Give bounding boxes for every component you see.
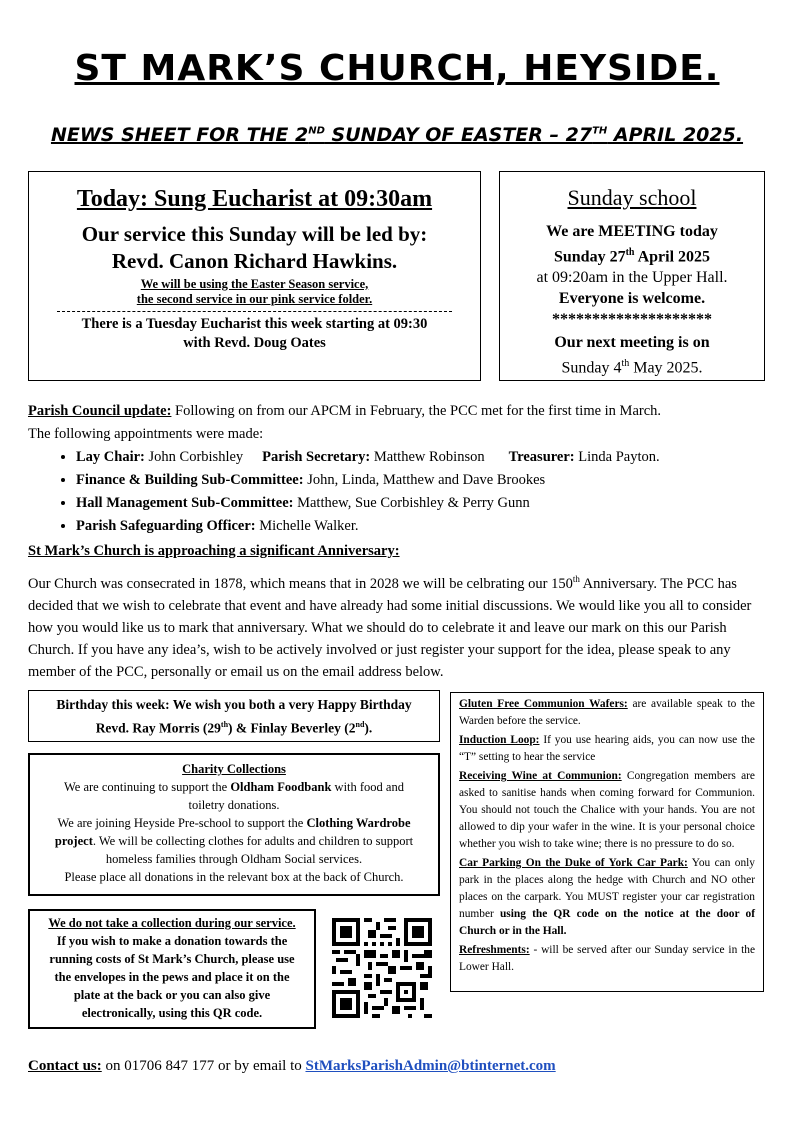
notice-label: Receiving Wine at Communion: bbox=[459, 770, 622, 782]
ss-sup: th bbox=[625, 247, 635, 258]
notice-parking bbox=[459, 855, 755, 940]
charity-text: . We will be collecting clothes for adults and children to support homeless families through Oldham Social services. bbox=[92, 834, 414, 866]
ss-line: Everyone is welcome. bbox=[558, 290, 706, 308]
appointments-list bbox=[28, 446, 768, 538]
notice-bold: using the QR code on the notice at the door of Church or in the Hall. bbox=[459, 908, 755, 937]
ss-line: at 09:20am in the Upper Hall. bbox=[536, 269, 728, 287]
email-link[interactable]: StMarksParishAdmin@btinternet.com bbox=[305, 1058, 556, 1074]
tuesday-line: with Revd. Doug Oates bbox=[183, 335, 326, 351]
note-line: the second service in our pink service folder. bbox=[136, 292, 373, 306]
led-by bbox=[29, 221, 480, 275]
appt-value: Linda Payton. bbox=[574, 449, 660, 465]
appt-value: John Corbishley bbox=[144, 449, 244, 465]
list-item bbox=[76, 515, 768, 538]
sunday-school-heading: Sunday school bbox=[567, 185, 697, 210]
notice-text: - will be served after our Sunday service in the Lower Hall. bbox=[459, 944, 755, 973]
service-note bbox=[29, 277, 480, 307]
subtitle-sup: ND bbox=[308, 125, 325, 137]
anniv-text: Anniversary. The PCC has decided that we wish to celebrate that event and have already had some initial discussions. We would like you all to consider how you would like us to mark that anniversary. What we should do to celebrate it and leave our mark on this our Parish Church. If you have any idea’s, wish to be actively involved or just register your support for the idea, please speak to any member of the PCC, personally or email us on the email address below. bbox=[28, 575, 752, 680]
page-title: ST MARK’S CHURCH, HEYSIDE. bbox=[74, 48, 720, 89]
bday-sup: nd bbox=[355, 720, 365, 729]
charity-bold: Oldham Foodbank bbox=[230, 780, 332, 794]
led-line: Our service this Sunday will be led by: bbox=[81, 222, 428, 246]
contact-text: on 01706 847 177 or by email to bbox=[101, 1058, 306, 1074]
ss-stars: ******************** bbox=[552, 311, 712, 329]
notice-gluten bbox=[459, 696, 755, 730]
charity-text: We are continuing to support the bbox=[64, 780, 231, 794]
ss-line: Our next meeting is on bbox=[554, 334, 710, 352]
ss-line: We are MEETING today bbox=[546, 223, 718, 240]
notice-text: Congregation members are asked to sanitise hands when coming forward for Communion. You should not touch the Chalice with your hands. You are not allowed to dip your wafer in the wine. It is your personal choice whether you wish to take wine; there is no pressure to do so. bbox=[459, 770, 755, 850]
bday-sup: th bbox=[220, 720, 229, 729]
notice-label: Gluten Free Communion Wafers: bbox=[459, 698, 628, 710]
donation-qr-code[interactable] bbox=[332, 918, 432, 1018]
birthday-line: Birthday this week: We wish you both a very Happy Birthday bbox=[56, 697, 412, 712]
today-heading: Today: Sung Eucharist at 09:30am bbox=[76, 186, 433, 212]
subtitle-part: SUNDAY OF EASTER – 27 bbox=[324, 124, 593, 146]
notice-label: Car Parking On the Duke of York Car Park: bbox=[459, 857, 688, 869]
subtitle-part: NEWS SHEET FOR THE 2 bbox=[50, 124, 309, 146]
today-service-box bbox=[28, 171, 481, 381]
contact-label: Contact us: bbox=[28, 1058, 102, 1074]
bday-part: ). bbox=[364, 720, 373, 736]
charity-p2 bbox=[30, 814, 438, 868]
parish-heading: Parish Council update: bbox=[28, 403, 172, 419]
ss-line bbox=[500, 353, 764, 378]
bday-part: Revd. Ray Morris (29 bbox=[95, 720, 221, 736]
collection-heading: We do not take a collection during our service. bbox=[48, 916, 296, 930]
birthday-box bbox=[28, 690, 440, 742]
contact-line bbox=[28, 1058, 556, 1075]
notice-label: Refreshments: bbox=[459, 944, 530, 956]
ss-part: Sunday 27 bbox=[553, 248, 626, 266]
ss-sup: th bbox=[621, 358, 630, 370]
ss-part: Sunday 4 bbox=[561, 359, 622, 377]
appt-label: Finance & Building Sub-Committee: bbox=[76, 472, 304, 488]
dashed-divider bbox=[57, 311, 452, 312]
notice-loop bbox=[459, 732, 755, 766]
bday-part: ) & Finlay Beverley (2 bbox=[228, 720, 356, 736]
tuesday-line: There is a Tuesday Eucharist this week starting at 09:30 bbox=[81, 316, 428, 332]
notice-refreshments bbox=[459, 942, 755, 976]
appt-label: Parish Secretary: bbox=[262, 449, 371, 465]
birthday-line bbox=[29, 715, 439, 739]
appt-value: John, Linda, Matthew and Dave Brookes bbox=[303, 472, 546, 488]
charity-text: with food and toiletry donations. bbox=[188, 780, 404, 812]
subtitle-sup: TH bbox=[592, 125, 608, 137]
ss-line bbox=[500, 242, 764, 267]
anniversary-heading: St Mark’s Church is approaching a significant Anniversary: bbox=[28, 543, 400, 559]
charity-bold: Clothing Wardrobe project bbox=[54, 816, 411, 848]
ss-part: April 2025 bbox=[634, 248, 711, 266]
notices-box bbox=[450, 692, 764, 992]
parish-council-section bbox=[28, 400, 768, 538]
charity-box bbox=[28, 753, 440, 896]
anniv-text: Our Church was consecrated in 1878, which means that in 2028 we will be celbrating our 150 bbox=[28, 575, 573, 592]
appt-label: Treasurer: bbox=[508, 449, 575, 465]
sunday-school-box bbox=[499, 171, 765, 381]
collection-body: If you wish to make a donation towards the running costs of St Mark’s Church, please use the envelopes in the pews and place it on the plate at the back or you can also give electronically, using this QR code. bbox=[49, 934, 295, 1020]
list-item bbox=[76, 446, 768, 469]
collection-box bbox=[28, 909, 316, 1029]
ss-part: May 2025. bbox=[629, 359, 703, 377]
anniversary-body bbox=[28, 568, 768, 683]
tuesday-eucharist bbox=[29, 315, 480, 353]
charity-p1 bbox=[30, 778, 438, 814]
charity-p3: Please place all donations in the relevant box at the back of Church. bbox=[64, 870, 404, 884]
parish-intro-text: The following appointments were made: bbox=[28, 426, 264, 442]
led-line: Revd. Canon Richard Hawkins. bbox=[111, 249, 398, 273]
notice-label: Induction Loop: bbox=[459, 734, 540, 746]
notice-text: are available speak to the Warden before the service. bbox=[459, 698, 755, 727]
notice-text: You can only park in the places along the hedge with Church and NO other places on the carpark. You MUST register your car registration number bbox=[459, 857, 755, 920]
appt-value: Matthew, Sue Corbishley & Perry Gunn bbox=[293, 495, 530, 511]
notice-wine bbox=[459, 768, 755, 853]
appt-value: Michelle Walker. bbox=[255, 518, 359, 534]
parish-intro-text: Following on from our APCM in February, the PCC met for the first time in March. bbox=[171, 403, 662, 419]
anniv-sup: th bbox=[572, 574, 580, 584]
note-line: We will be using the Easter Season service, bbox=[140, 277, 369, 291]
appt-value: Matthew Robinson bbox=[370, 449, 485, 465]
appt-label: Hall Management Sub-Committee: bbox=[76, 495, 294, 511]
charity-text: We are joining Heyside Pre-school to support the bbox=[57, 816, 307, 830]
charity-heading: Charity Collections bbox=[182, 762, 286, 776]
list-item bbox=[76, 492, 768, 515]
subtitle-part: APRIL 2025. bbox=[607, 124, 744, 146]
notice-text: If you use hearing aids, you can now use the “T” setting to hear the service bbox=[459, 734, 755, 763]
appt-label: Parish Safeguarding Officer: bbox=[76, 518, 256, 534]
list-item bbox=[76, 469, 768, 492]
parish-intro bbox=[28, 400, 768, 423]
appt-label: Lay Chair: bbox=[76, 449, 145, 465]
page-subtitle bbox=[0, 124, 794, 146]
